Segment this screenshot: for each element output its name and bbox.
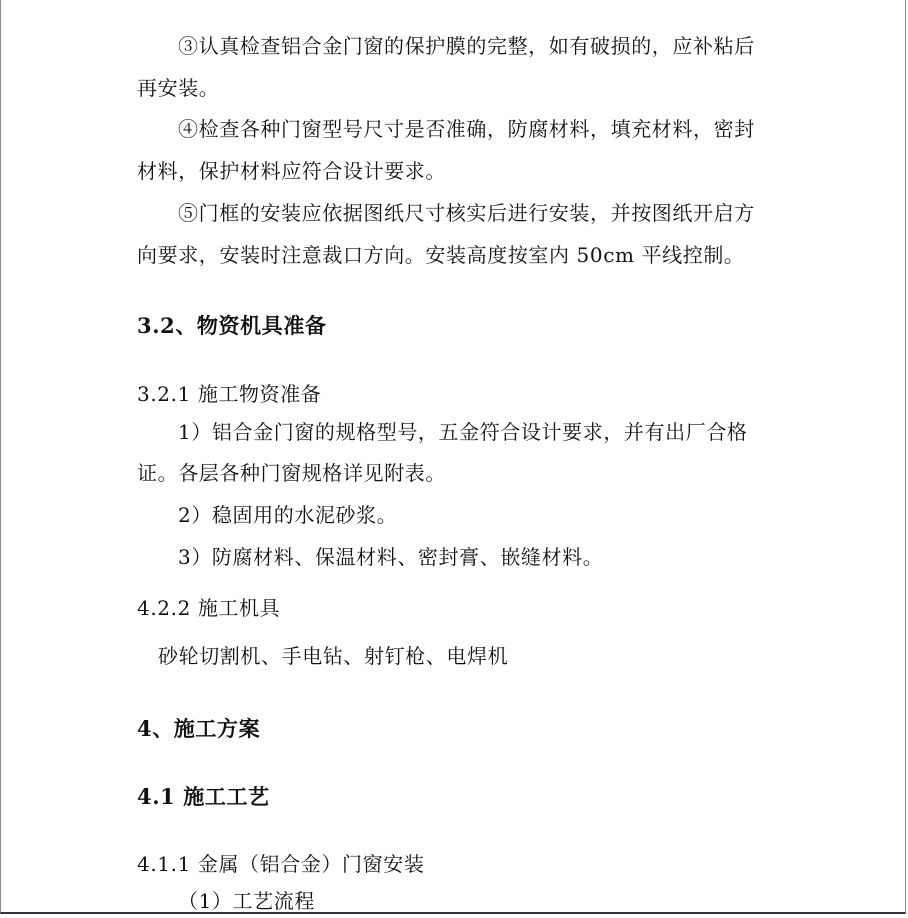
- paragraph-frame-line-1: ⑤门框的安装应依据图纸尺寸核实后进行安装，并按图纸开启方: [178, 201, 755, 225]
- paragraph-frame-line-2: 向要求，安装时注意裁口方向。安装高度按室内 50cm 平线控制。: [137, 243, 745, 267]
- section-heading-3-2-1: 3.2.1 施工物资准备: [137, 382, 322, 406]
- section-heading-4-1-1: 4.1.1 金属（铝合金）门窗安装: [137, 852, 425, 876]
- tools-list: 砂轮切割机、手电钻、射钉枪、电焊机: [158, 644, 509, 668]
- paragraph-check-size-line-2: 材料，保护材料应符合设计要求。: [137, 159, 446, 183]
- paragraph-check-film-line-2: 再安装。: [137, 76, 220, 100]
- list-item-1-line-1: 1）铝合金门窗的规格型号，五金符合设计要求，并有出厂合格: [178, 420, 748, 444]
- paragraph-check-size-line-1: ④检查各种门窗型号尺寸是否准确，防腐材料，填充材料，密封: [178, 117, 755, 141]
- section-heading-4-1: 4.1 施工工艺: [137, 784, 270, 809]
- section-heading-4-2-2: 4.2.2 施工机具: [137, 596, 281, 620]
- list-item-2: 2）稳固用的水泥砂浆。: [178, 503, 398, 527]
- list-item-3: 3）防腐材料、保温材料、密封膏、嵌缝材料。: [178, 545, 604, 569]
- process-flow-label: （1）工艺流程: [178, 889, 315, 913]
- list-item-1-line-2: 证。各层各种门窗规格详见附表。: [137, 461, 446, 485]
- section-heading-3-2: 3.2、物资机具准备: [137, 313, 327, 338]
- section-heading-4: 4、施工方案: [137, 716, 261, 741]
- paragraph-check-film-line-1: ③认真检查铝合金门窗的保护膜的完整，如有破损的，应补粘后: [178, 34, 755, 58]
